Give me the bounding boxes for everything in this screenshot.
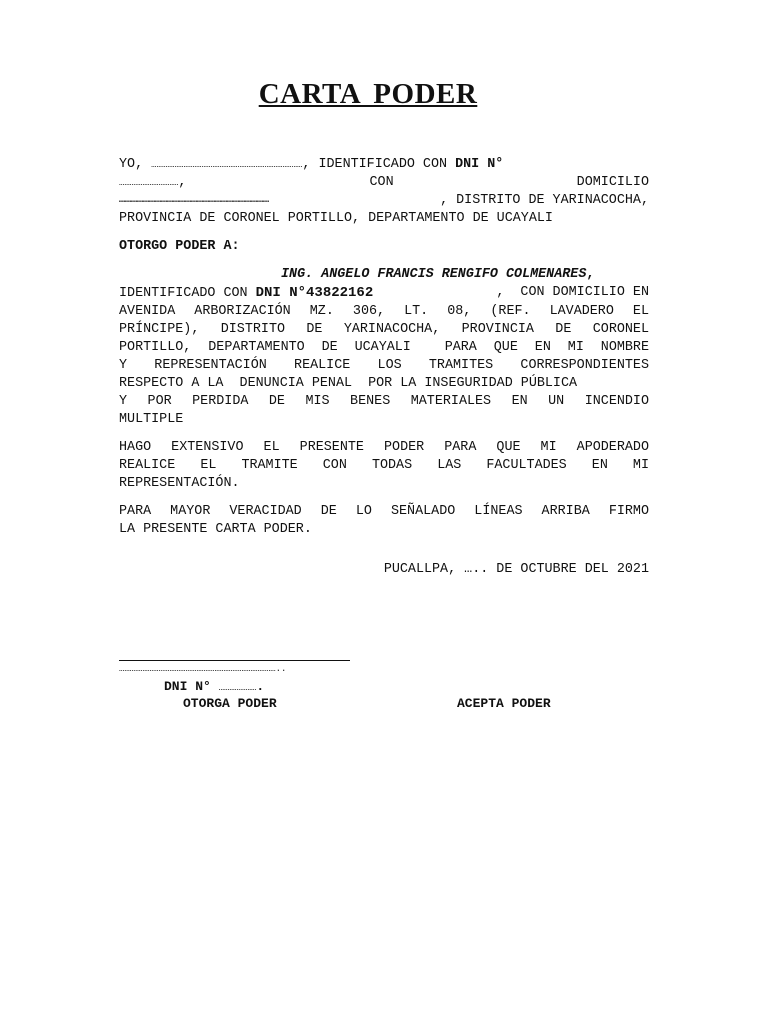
- otorga-poder-label: OTORGA PODER: [183, 696, 277, 711]
- apoderado-line-6: Y REPRESENTACIÓN REALICE LOS TRAMITES CORRESPONDIENTES: [119, 358, 649, 373]
- apoderado-line-9: MULTIPLE: [119, 412, 184, 427]
- apoderado-line-5: PORTILLO, DEPARTAMENTO DE UCAYALI PARA QUE EN MI NOMBRE: [119, 340, 649, 355]
- intro-line-2-left: [119, 174, 186, 192]
- document-title: CARTA PODER: [258, 78, 478, 110]
- apoderado-line-8: Y POR PERDIDA DE MIS BENES MATERIALES EN UN INCENDIO: [119, 394, 649, 409]
- address-blank: …………………………………………………………………: [119, 195, 270, 206]
- signature-name-blank: ……………………………………………………………………………..: [119, 664, 287, 674]
- veracidad-paragraph: [119, 503, 649, 539]
- apoderado-name: ING. ANGELO FRANCIS RENGIFO COLMENARES: [281, 267, 587, 282]
- name-blank: …………………………………………………………………………: [151, 160, 303, 170]
- apoderado-line-4: PRÍNCIPE), DISTRITO DE YARINACOCHA, PROVINCIA DE CORONEL: [119, 322, 649, 337]
- acepta-poder-label: ACEPTA PODER: [457, 696, 551, 711]
- intro-text: , DISTRITO DE YARINACOCHA,: [440, 193, 649, 208]
- intro-line-2: [119, 174, 649, 192]
- intro-text: , IDENTIFICADO CON: [302, 157, 456, 172]
- intro-text: DOMICILIO: [576, 175, 649, 190]
- apoderado-line-2-left: [119, 284, 373, 303]
- dni-blank: ……………………………: [119, 178, 179, 188]
- apoderado-line-2: [119, 284, 649, 303]
- intro-text: YO,: [119, 157, 152, 172]
- apoderado-name-suffix: ,: [586, 267, 595, 282]
- intro-text: CON: [369, 175, 394, 190]
- signature-dni-blank: …………………: [218, 683, 257, 693]
- place-date: PUCALLPA, ….. DE OCTUBRE DEL 2021: [383, 562, 649, 577]
- signature-dni-end: .: [256, 679, 265, 694]
- apoderado-paragraph: [119, 266, 649, 429]
- veracidad-line-1: PARA MAYOR VERACIDAD DE LO SEÑALADO LÍNEAS ARRIBA FIRMO: [119, 504, 649, 519]
- intro-line-3: [119, 192, 649, 210]
- extensivo-line-2: REALICE EL TRAMITE CON TODAS LAS FACULTADES EN MI: [119, 458, 649, 473]
- extensivo-line-3: REPRESENTACIÓN.: [119, 476, 240, 491]
- signature-dni: [164, 679, 264, 694]
- extensivo-paragraph: [119, 439, 649, 493]
- apoderado-dni: DNI N°43822162: [255, 285, 374, 301]
- veracidad-line-2: LA PRESENTE CARTA PODER.: [119, 522, 312, 537]
- dni-label: DNI N°: [455, 157, 504, 172]
- apoderado-line-3: AVENIDA ARBORIZACIÓN MZ. 306, LT. 08, (REF. LAVADERO EL: [119, 304, 649, 319]
- otorgo-heading: OTORGO PODER A:: [119, 239, 240, 254]
- document-body: [119, 156, 649, 579]
- intro-line-4: PROVINCIA DE CORONEL PORTILLO, DEPARTAMENTO DE UCAYALI: [119, 211, 553, 226]
- intro-line-1: [119, 156, 649, 174]
- signature-line: [119, 660, 350, 661]
- extensivo-line-1: HAGO EXTENSIVO EL PRESENTE PODER PARA QUE MI APODERADO: [119, 440, 649, 455]
- apoderado-text: , CON DOMICILIO EN: [496, 285, 649, 300]
- apoderado-line-7: RESPECTO A LA DENUNCIA PENAL POR LA INSEGURIDAD PÚBLICA: [119, 376, 578, 391]
- apoderado-text: IDENTIFICADO CON: [119, 286, 256, 301]
- apoderado-name-line: [119, 266, 649, 284]
- intro-text: ,: [178, 175, 187, 190]
- signature-dni-label: DNI N°: [164, 679, 219, 694]
- intro-paragraph: [119, 156, 649, 228]
